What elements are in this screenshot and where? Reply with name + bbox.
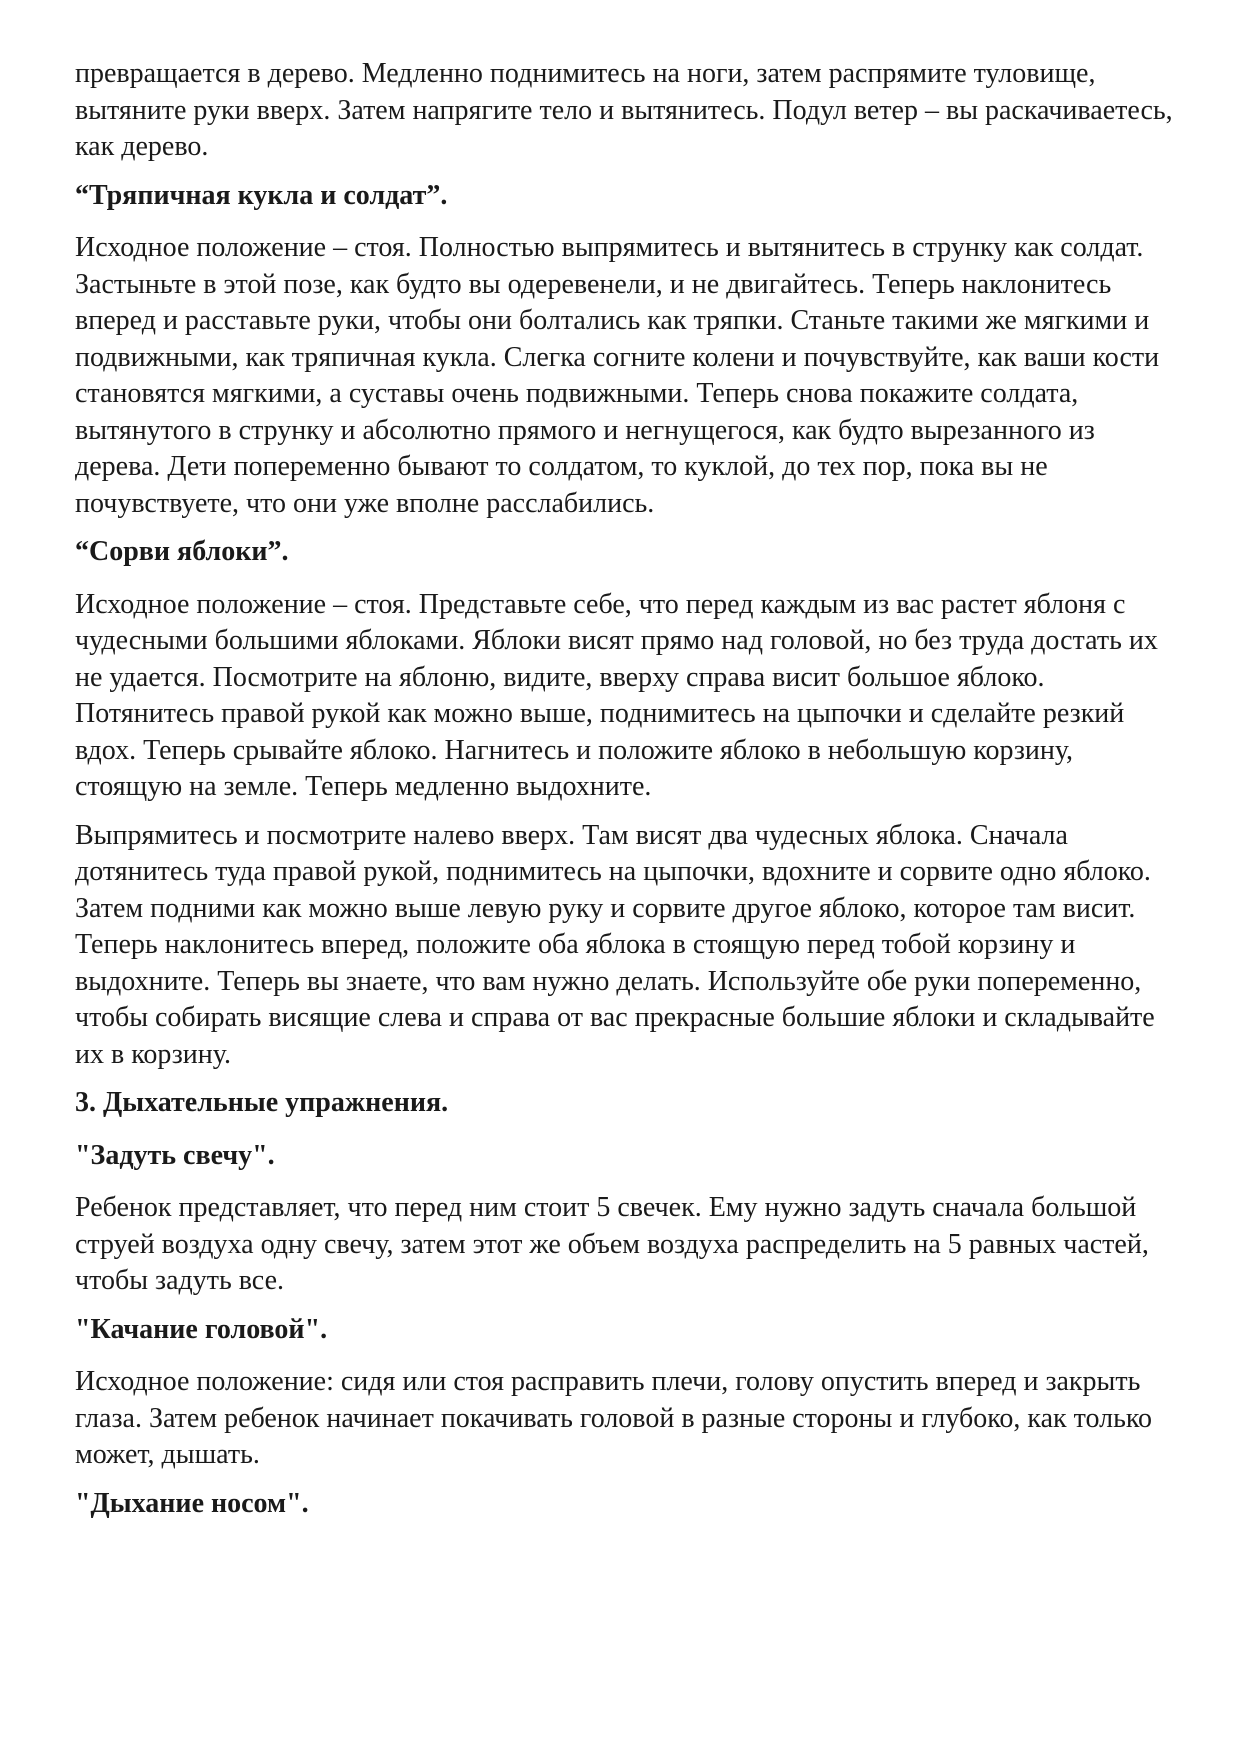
paragraph-pick-apples-1: Исходное положение – стоя. Представьте себе, что перед каждым из вас растет яблоня с чудесными большими яблоками. Яблоки висят прямо над головой, но без труда достать их не удается. Посмотрите на яблоню, видите, вверху справа висит большое яблоко. Потянитесь правой рукой как можно выше, поднимитесь на цыпочки и сделайте резкий вдох. Теперь срывайте яблоко. Нагнитесь и положите яблоко в небольшую корзину, стоящую на земле. Теперь медленно выдохните.	[75, 588, 1158, 802]
heading-rag-doll-soldier: “Тряпичная кукла и солдат”.	[75, 179, 448, 211]
heading-head-swing: "Качание головой".	[75, 1313, 328, 1345]
heading-pick-apples: “Сорви яблоки”.	[75, 536, 289, 567]
paragraph-tree-ending: превращается в дерево. Медленно поднимитесь на ноги, затем распрямите туловище, вытяните руки вверх. Затем напрягите тело и вытянитесь. Подул ветер – вы раскачиваетесь, как дерево.	[75, 58, 1173, 162]
heading-blow-candle: "Задуть свечу".	[75, 1139, 275, 1171]
document-body	[75, 56, 1175, 1538]
paragraph-rag-doll-soldier: Исходное положение – стоя. Полностью выпрямитесь и вытянитесь в струнку как солдат. Застыньте в этой позе, как будто вы одеревенели, и не двигайтесь. Теперь наклонитесь вперед и расставьте руки, чтобы они болтались как тряпки. Станьте такими же мягкими и подвижными, как тряпичная кукла. Слегка согните колени и почувствуйте, как ваши кости становятся мягкими, а суставы очень подвижными. Теперь снова покажите солдата, вытянутого в струнку и абсолютно прямого и негнущегося, как будто вырезанного из дерева. Дети попеременно бывают то солдатом, то куклой, до тех пор, пока вы не почувствуете, что они уже вполне расслабились.	[75, 232, 1160, 519]
paragraph-head-swing: Исходное положение: сидя или стоя расправить плечи, голову опустить вперед и закрыть глаза. Затем ребенок начинает покачивать головой в разные стороны и глубоко, как только может, дышать.	[75, 1366, 1153, 1470]
heading-breathing-exercises: 3. Дыхательные упражнения.	[75, 1087, 449, 1118]
paragraph-pick-apples-2: Выпрямитесь и посмотрите налево вверх. Там висят два чудесных яблока. Сначала дотянитесь туда правой рукой, поднимитесь на цыпочки, вдохните и сорвите одно яблоко. Затем подними как можно выше левую руку и сорвите другое яблоко, которое там висит. Теперь наклонитесь вперед, положите оба яблока в стоящую перед тобой корзину и выдохните. Теперь вы знаете, что вам нужно делать. Используйте обе руки попеременно, чтобы собирать висящие слева и справа от вас прекрасные большие яблоки и складывайте их в корзину.	[75, 819, 1155, 1070]
paragraph-blow-candle: Ребенок представляет, что перед ним стоит 5 свечек. Ему нужно задуть сначала большой струей воздуха одну свечу, затем этот же объем воздуха распределить на 5 равных частей, чтобы задуть все.	[75, 1192, 1149, 1296]
heading-nose-breathing: "Дыхание носом".	[75, 1487, 309, 1519]
